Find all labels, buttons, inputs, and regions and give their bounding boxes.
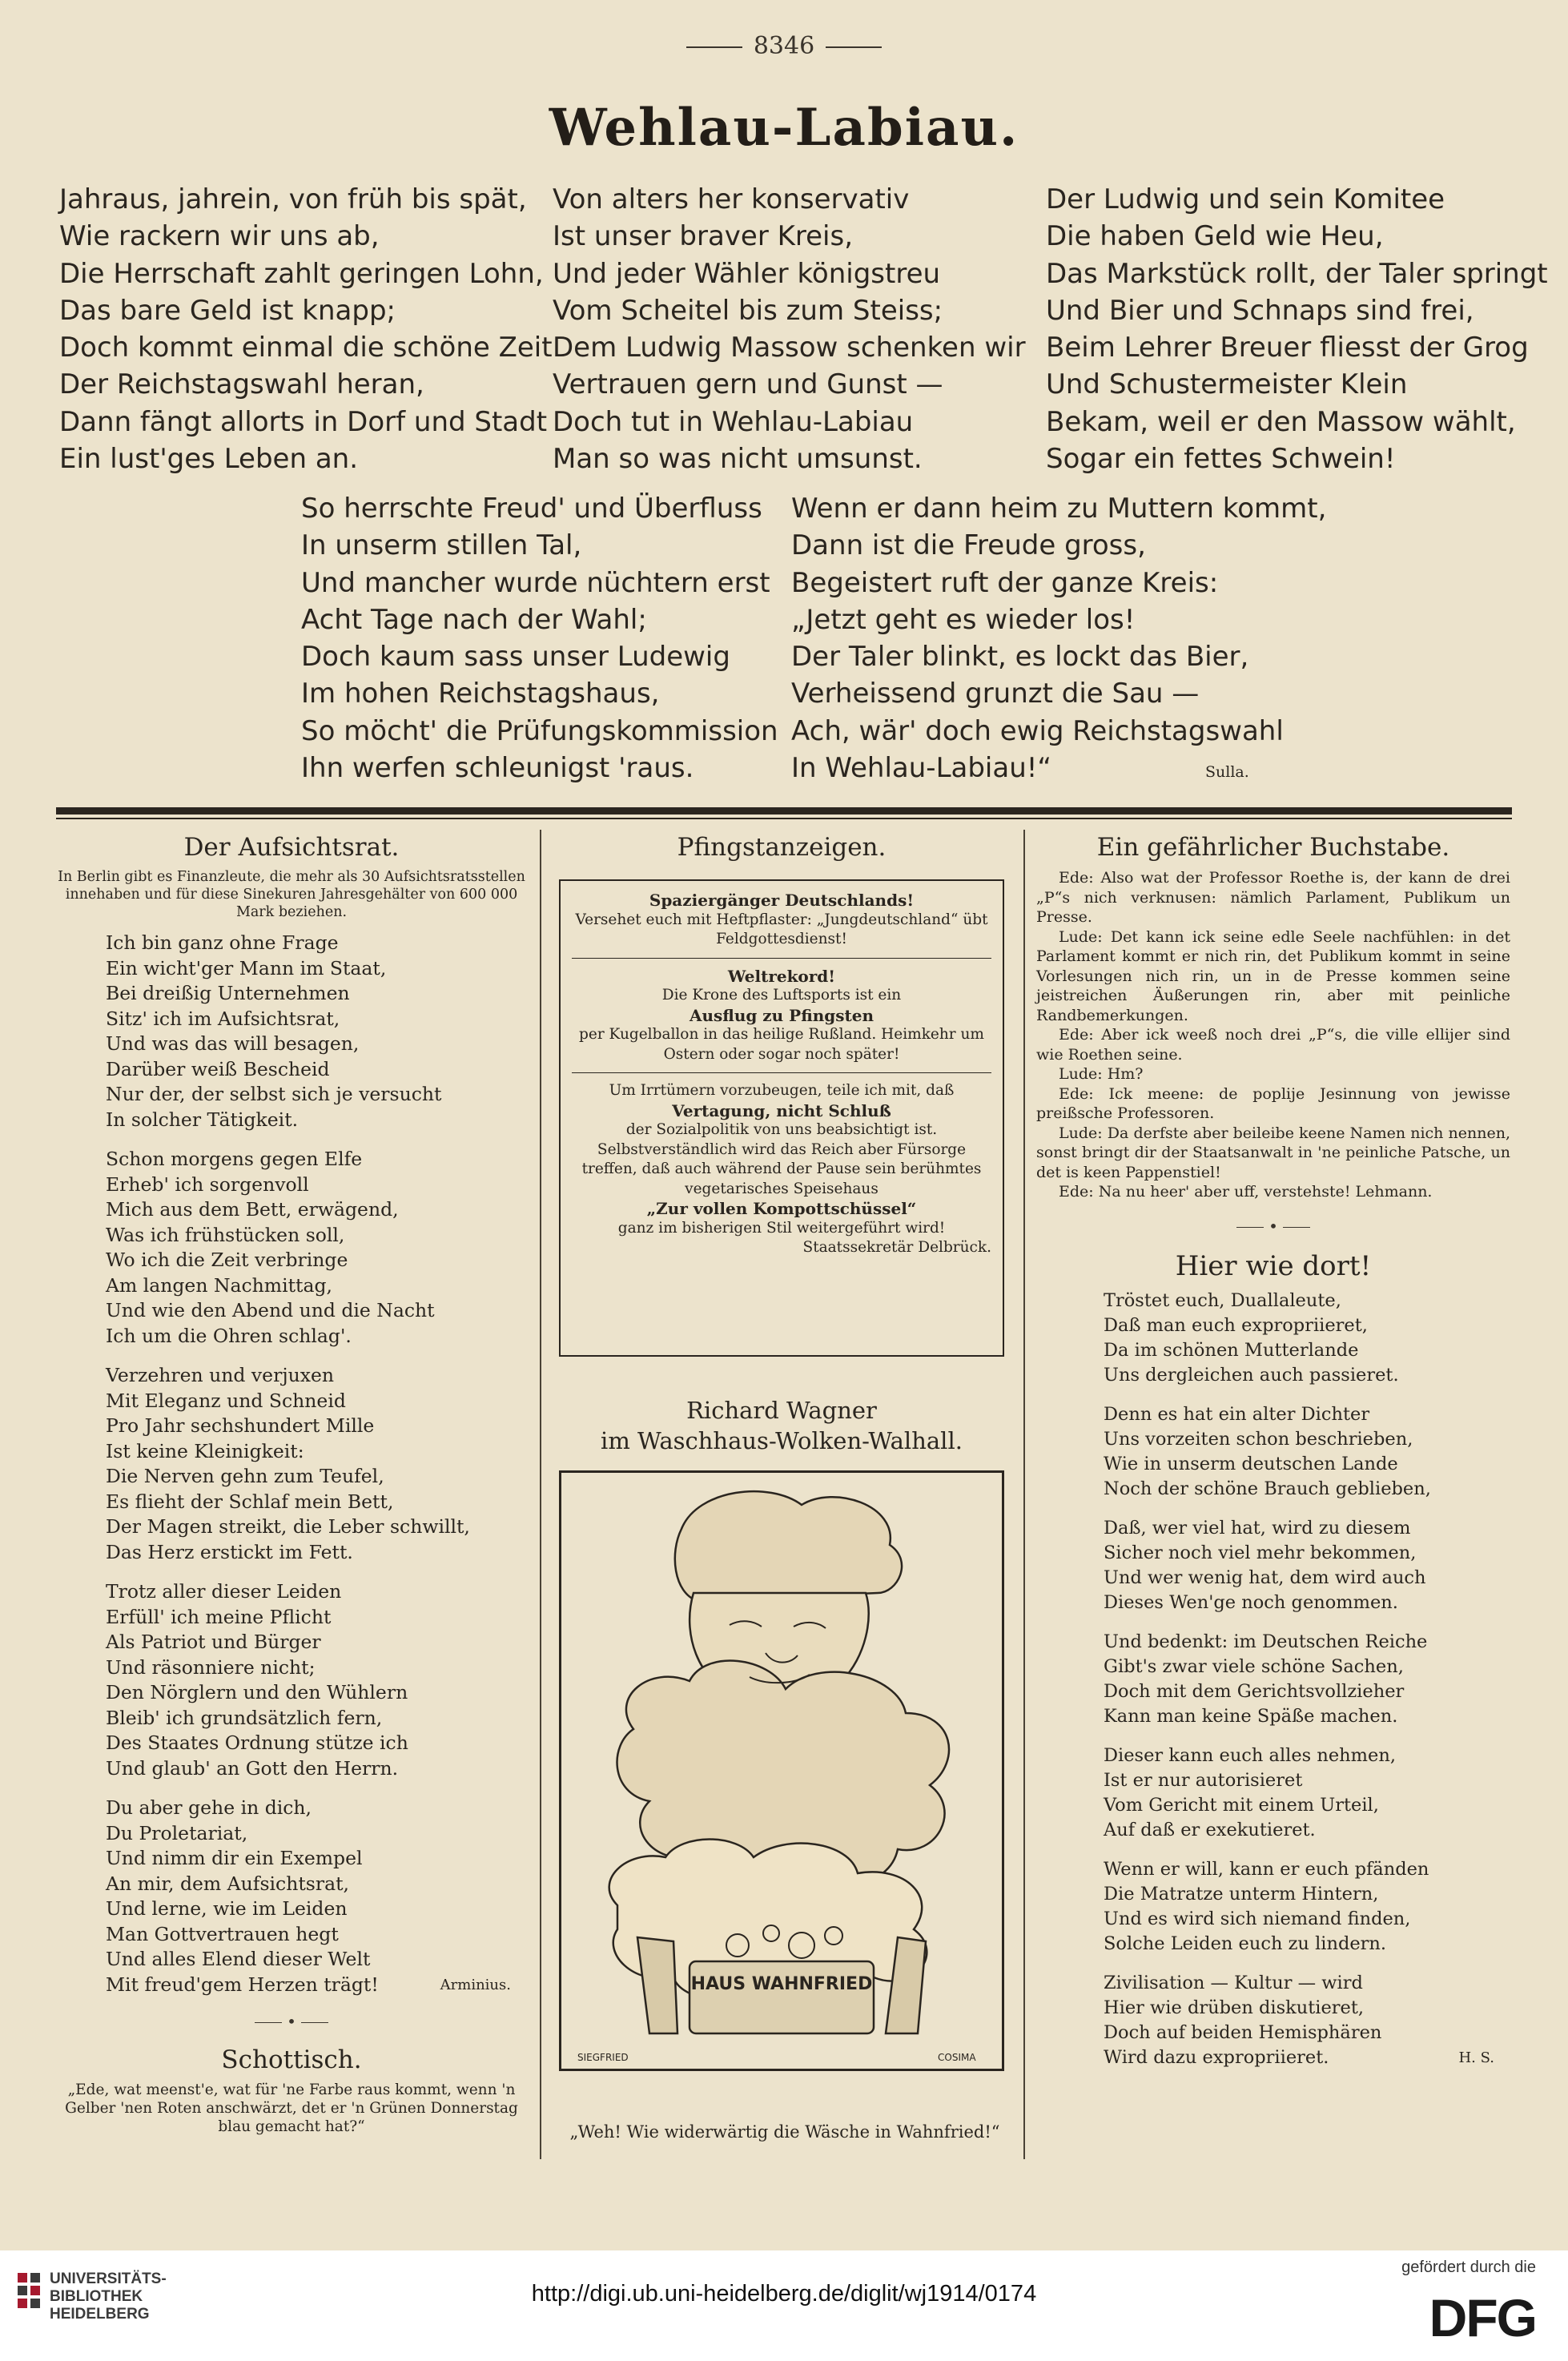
poem-line: Der Ludwig und sein Komitee (1046, 183, 1445, 215)
poem-line: Beim Lehrer Breuer fliesst der Grog (1046, 332, 1529, 364)
poem-line: Und Schustermeister Klein (1046, 368, 1408, 401)
ornament-divider: • (1036, 1217, 1510, 1236)
poem-line: Sogar ein fettes Schwein! (1046, 443, 1396, 476)
poem-line: Im hohen Reichstagshaus, (301, 678, 660, 710)
poem-line: „Jetzt geht es wieder los! (791, 603, 1136, 636)
poem-line: Ach, wär' doch ewig Reichstagswahl (791, 714, 1284, 747)
poem-line: Vertrauen gern und Gunst — (553, 368, 943, 401)
poem-line: Verheissend grunzt die Sau — (791, 678, 1200, 710)
poem-line: Doch kommt einmal die schöne Zeit (59, 332, 553, 364)
poem-line: Ihn werfen schleunigst 'raus. (301, 752, 694, 785)
poem-line: Dann fängt allorts in Dorf und Stadt (59, 405, 548, 438)
funding-note: gefördert durch die (1401, 2258, 1536, 2276)
poem-line: Wenn er dann heim zu Muttern kommt, (791, 493, 1327, 525)
figure-label-left: SIEGFRIED (577, 2052, 629, 2063)
figure-label-right: COSIMA (938, 2052, 976, 2063)
article-signature: Arminius. (440, 1976, 511, 1993)
poem-line: Der Taler blinkt, es lockt das Bier, (791, 641, 1249, 674)
column-rule (540, 830, 541, 2159)
poem-line: Die Herrschaft zahlt geringen Lohn, (59, 257, 544, 290)
poem-stanza-5 (791, 490, 1326, 786)
poem-line: Ein lust'ges Leben an. (59, 443, 359, 476)
poem-line: In Wehlau-Labiau!“ (791, 752, 1052, 785)
poem-line: Das Markstück rollt, der Taler springt (1046, 257, 1548, 290)
article-heading: Pfingstanzeigen. (677, 833, 887, 862)
pfingst-heading-wrap (553, 833, 1011, 868)
advert-2: Weltrekord! Die Krone des Luftsports ist ein Ausflug zu Pfingsten per Kugelballon in das heilige Rußland. Heimkehr um Ostern oder sogar noch später! (572, 967, 991, 1074)
poem-line: Bekam, weil er den Massow wählt, (1046, 405, 1516, 438)
poem-stanza-1 (59, 181, 553, 477)
article-intro: In Berlin gibt es Finanzleute, die mehr als 30 Aufsichtsratsstellen innehaben und für diese Sinekuren Jahresgehälter von 600 000 Mark beziehen. (58, 869, 525, 920)
poem-line: Acht Tage nach der Wahl; (301, 603, 647, 636)
joke-text: „Ede, wat meenst'e, wat für 'ne Farbe raus kommt, wenn 'n Gelber 'nen Roten anschwärzt, det er 'n Grünen Donnerstag blau gemacht hat?“ (65, 2081, 518, 2135)
advert-box (559, 879, 1004, 1357)
poem-line: Doch tut in Wehlau-Labiau (553, 405, 914, 438)
article-heading: Schottisch. (221, 2045, 362, 2074)
wagner-heading: Richard Wagner im Waschhaus-Wolken-Walhall. (601, 1397, 963, 1454)
advert-1: Spaziergänger Deutschlands! Versehet euch mit Heftpflaster: „Jungdeutschland“ übt Feldgottesdienst! (572, 891, 991, 959)
buchstabe-article (1036, 833, 1510, 2070)
dfg-logo: DFG (1429, 2288, 1536, 2347)
poem-line: Dann ist die Freude gross, (791, 529, 1146, 562)
poem-line: Der Reichstagswahl heran, (59, 368, 424, 401)
poem-line: Und jeder Wähler königstreu (553, 257, 941, 290)
article-signature: H. S. (1458, 2049, 1494, 2066)
advert-3: Um Irrtümern vorzubeugen, teile ich mit, daß Vertagung, nicht Schluß der Sozialpolitik von uns beabsichtigt ist. Selbstverständlich wird das Reich aber Fürsorge treffen, daß auch während der Pause sein berühmtes vegetarisches Speisehaus „Zur vollen Kompottschüssel“ ganz im bisherigen Stil weitergeführt wird! Staatssekretär Delbrück. (581, 1082, 991, 1256)
verse-block: Ich bin ganz ohne Frage Ein wicht'ger Mann im Staat, Bei dreißig Unternehmen Sitz' ich im Aufsichtsrat, Und was das will besagen, Darüber weiß Bescheid Nur der, der selbst sich je versucht In solcher Tätigkeit. Schon morgens gegen Elfe Erheb' ich sorgenvoll Mich aus dem Bett, erwägend, Was ich frühstücken soll, Wo ich die Zeit verbringe Am langen Nachmittag, Und wie den Abend und die Nacht Ich um die Ohren schlag'. Verzehren und verjuxen Mit Eleganz und Schneid Pro Jahr sechshundert Mille Ist keine Kleinigkeit: Die Nerven gehn zum Teufel, Es flieht der Schlaf mein Bett, Der Magen streikt, die Leber schwillt, Das Herz erstickt im Fett. Trotz aller dieser Leiden Erfüll' ich meine Pflicht Als Patriot und Bürger Und räsonniere nicht; Den Nörglern und den Wühlern Bleib' ich grundsätzlich fern, Des Staates Ordnung stütze ich Und glaub' an Gott den Herrn. Du aber gehe in dich, Du Proletariat, Und nimm dir ein Exempel An mir, dem Aufsichtsrat, Und lerne, wie im Leiden Man Gottvertrauen hegt Und alles Elend dieser Welt Mit freud'gem Herzen trägt! Arminius. (56, 931, 527, 1997)
poem-line: So herrschte Freud' und Überfluss (301, 493, 762, 525)
cartoon-illustration (561, 1473, 1002, 2069)
ornament-divider: • (56, 2012, 527, 2031)
poem-stanza-3 (1046, 181, 1548, 477)
column-rule (1023, 830, 1025, 2159)
poem-line: Doch kaum sass unser Ludewig (301, 641, 730, 674)
poem-line: Man so was nicht umsunst. (553, 443, 923, 476)
source-url-link[interactable]: http://digi.ub.uni-heidelberg.de/diglit/wj1914/0174 (531, 2281, 1037, 2307)
poem-line: Die haben Geld wie Heu, (1046, 220, 1384, 253)
poem-line: So möcht' die Prüfungskommission (301, 714, 778, 747)
wagner-cartoon (559, 1470, 1004, 2071)
cartoon-caption: „Weh! Wie widerwärtig die Wäsche in Wahnfried!“ (569, 2122, 1000, 2142)
article-heading: Hier wie dort! (1175, 1249, 1372, 1282)
aufsichtsrat-article (56, 833, 527, 2136)
poem-line: Dem Ludwig Massow schenken wir (553, 332, 1026, 364)
poem-line: In unserm stillen Tal, (301, 529, 582, 562)
poem-line: Begeistert ruft der ganze Kreis: (791, 566, 1219, 599)
poem-line: Und Bier und Schnaps sind frei, (1046, 294, 1474, 327)
section-divider-thin (56, 818, 1512, 819)
poem-line: Wie rackern wir uns ab, (59, 220, 380, 253)
dialogue-text: Ede: Also wat der Professor Roethe is, der kann de drei „P“s nich verknusen: nämlich Parlament, Publikum un Presse. Lude: Det kann ick seine edle Seele nachfühlen: in det Parlament kommt er nich rin, det Publikum kommt in seine Vorlesungen nich rin, un in de Presse kommen seine jeistreichen Äußerungen rin, aber mit peinliche Randbemerkungen. Ede: Aber ick weeß noch drei „P“s, die ville ellijer sind wie Roethen seine. Lude: Hm? Ede: Ick meene: de poplije Jesinnung von jewisse preißsche Professoren. Lude: Da derfste aber beileibe keene Namen nich nennen, sonst bringt dir der Staatsanwalt in 'ne peinliche Patsche, un det is keen Pappenstiel! Ede: Na nu heer' aber uff, verstehste! Lehmann. (1036, 869, 1510, 1201)
poem-stanza-2 (553, 181, 1026, 477)
page-title: Wehlau-Labiau. (549, 98, 1019, 158)
poem-line: Und mancher wurde nüchtern erst (301, 566, 770, 599)
page-number: 8346 (0, 32, 1568, 60)
poem-line: Vom Scheitel bis zum Steiss; (553, 294, 943, 327)
article-heading: Der Aufsichtsrat. (183, 833, 400, 862)
poem-line: Ist unser braver Kreis, (553, 220, 854, 253)
article-heading: Ein gefährlicher Buchstabe. (1096, 833, 1450, 862)
library-name: UNIVERSITÄTS- BIBLIOTHEK HEIDELBERG (50, 2271, 167, 2323)
poem-stanza-4 (301, 490, 778, 786)
poem-line: Das bare Geld ist knapp; (59, 294, 396, 327)
section-divider (56, 807, 1512, 814)
poem-signature: Sulla. (1205, 763, 1249, 781)
verse-block: Tröstet euch, Duallaleute, Daß man euch expropriieret, Da im schönen Mutterlande Uns dergleichen auch passieret. Denn es hat ein alter Dichter Uns vorzeiten schon beschrieben, Wie in unserm deutschen Lande Noch der schöne Brauch geblieben, Daß, wer viel hat, wird zu diesem Sicher noch viel mehr bekommen, Und wer wenig hat, dem wird auch Dieses Wen'ge noch genommen. Und bedenkt: im Deutschen Reiche Gibt's zwar viele schöne Sachen, Doch mit dem Gerichtsvollzieher Kann man keine Späße machen. Dieser kann euch alles nehmen, Ist er nur autorisieret Vom Gericht mit einem Urteil, Auf daß er exekutieret. Wenn er will, kann er euch pfänden Die Matratze unterm Hintern, Und es wird sich niemand finden, Solche Leiden euch zu lindern. Zivilisation — Kultur — wird Hier wie drüben diskutieret, Doch auf beiden Hemisphären Wird dazu expropriieret. H. S. (1036, 1289, 1510, 2070)
poem-line: Von alters her konservativ (553, 183, 910, 215)
tub-label: HAUS WAHNFRIED (690, 1974, 873, 1994)
poem-line: Jahraus, jahrein, von früh bis spät, (59, 183, 527, 215)
